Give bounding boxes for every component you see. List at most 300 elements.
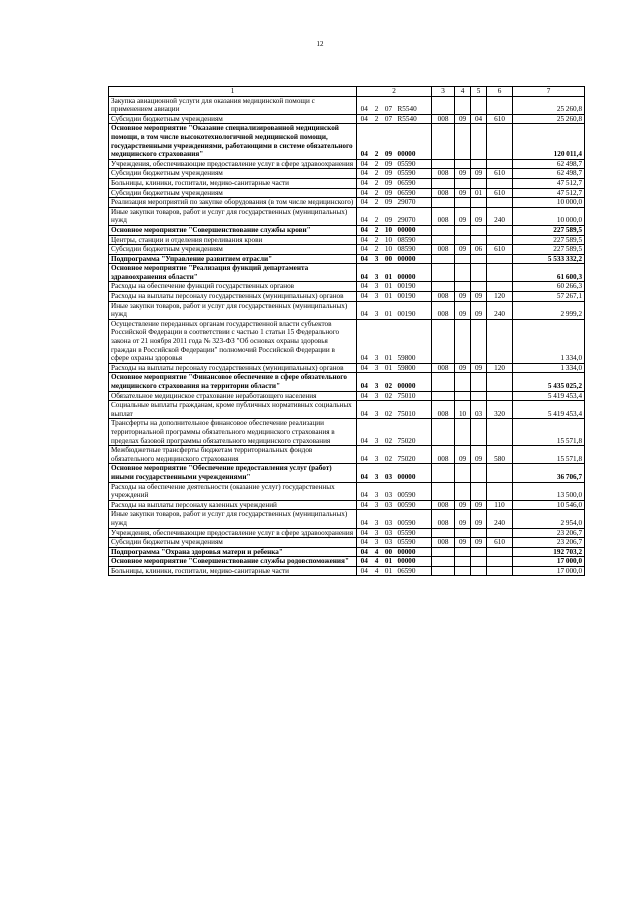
program-code-cell: 04 [357, 225, 372, 235]
expense-type-cell [487, 547, 513, 557]
section-code-cell [455, 225, 471, 235]
program-code-cell: 04 [357, 114, 372, 124]
program-code-cell: 04 [357, 207, 372, 225]
amount-cell: 60 266,3 [513, 282, 585, 292]
expense-type-cell: 240 [487, 207, 513, 225]
direction-code-cell: 05590 [396, 169, 432, 179]
event-code-cell: 03 [382, 538, 396, 548]
expense-type-cell: 110 [487, 500, 513, 510]
expense-type-cell [487, 178, 513, 188]
section-code-cell: 09 [455, 363, 471, 373]
event-code-cell: 02 [382, 401, 396, 419]
section-code-cell [455, 319, 471, 363]
table-row [109, 96, 585, 114]
section-code-cell [455, 198, 471, 208]
amount-cell: 5 435 025,2 [513, 373, 585, 391]
subprogram-code-cell: 2 [372, 178, 382, 188]
amount-cell: 25 260,8 [513, 96, 585, 114]
section-code-cell: 09 [455, 510, 471, 528]
subprogram-code-cell: 3 [372, 282, 382, 292]
expense-type-cell: 610 [487, 245, 513, 255]
row-name-cell: Расходы на выплаты персоналу государственных (муниципальных) органов [109, 363, 357, 373]
expense-type-cell [487, 282, 513, 292]
amount-cell: 2 999,2 [513, 301, 585, 319]
ministry-code-cell [432, 528, 455, 538]
section-code-cell [455, 419, 471, 446]
row-name-cell: Иные закупки товаров, работ и услуг для государственных (муниципальных) нужд [109, 207, 357, 225]
amount-cell: 17 000,0 [513, 566, 585, 576]
section-code-cell [455, 282, 471, 292]
amount-cell: 25 260,8 [513, 114, 585, 124]
expense-type-cell: 580 [487, 446, 513, 464]
header-cell: 7 [513, 87, 585, 97]
table-row [109, 159, 585, 169]
ministry-code-cell [432, 178, 455, 188]
subsection-code-cell [471, 547, 487, 557]
event-code-cell: 03 [382, 482, 396, 500]
subprogram-code-cell: 4 [372, 566, 382, 576]
subsection-code-cell [471, 528, 487, 538]
section-code-cell: 10 [455, 401, 471, 419]
direction-code-cell: 00190 [396, 292, 432, 302]
program-code-cell: 04 [357, 510, 372, 528]
direction-code-cell: 00590 [396, 510, 432, 528]
section-code-cell: 09 [455, 446, 471, 464]
program-code-cell: 04 [357, 557, 372, 567]
event-code-cell: 10 [382, 235, 396, 245]
section-code-cell [455, 547, 471, 557]
subprogram-code-cell: 3 [372, 319, 382, 363]
subsection-code-cell: 01 [471, 188, 487, 198]
expense-type-cell [487, 464, 513, 482]
program-code-cell: 04 [357, 198, 372, 208]
program-code-cell: 04 [357, 264, 372, 282]
direction-code-cell: 75010 [396, 391, 432, 401]
ministry-code-cell [432, 373, 455, 391]
expense-type-cell [487, 528, 513, 538]
table-row [109, 538, 585, 548]
program-code-cell: 04 [357, 178, 372, 188]
amount-cell: 13 500,0 [513, 482, 585, 500]
direction-code-cell: 00190 [396, 282, 432, 292]
program-code-cell: 04 [357, 319, 372, 363]
ministry-code-cell [432, 391, 455, 401]
event-code-cell: 09 [382, 207, 396, 225]
ministry-code-cell: 008 [432, 363, 455, 373]
expense-type-cell [487, 566, 513, 576]
event-code-cell: 07 [382, 96, 396, 114]
amount-cell: 1 334,0 [513, 319, 585, 363]
subprogram-code-cell: 2 [372, 207, 382, 225]
ministry-code-cell [432, 566, 455, 576]
expense-type-cell [487, 557, 513, 567]
row-name-cell: Закупка авиационной услуги для оказания медицинской помощи с применением авиации [109, 96, 357, 114]
table-row [109, 124, 585, 159]
section-code-cell: 09 [455, 538, 471, 548]
amount-cell: 23 206,7 [513, 538, 585, 548]
direction-code-cell: 00190 [396, 301, 432, 319]
program-code-cell: 04 [357, 419, 372, 446]
subsection-code-cell: 09 [471, 292, 487, 302]
subsection-code-cell [471, 419, 487, 446]
amount-cell: 47 512,7 [513, 178, 585, 188]
amount-cell: 15 571,8 [513, 419, 585, 446]
row-name-cell: Субсидии бюджетным учреждениям [109, 245, 357, 255]
row-name-cell: Основное мероприятие "Совершенствование службы крови" [109, 225, 357, 235]
subprogram-code-cell: 3 [372, 538, 382, 548]
program-code-cell: 04 [357, 96, 372, 114]
header-cell: 3 [432, 87, 455, 97]
ministry-code-cell [432, 254, 455, 264]
ministry-code-cell: 008 [432, 169, 455, 179]
subsection-code-cell: 09 [471, 510, 487, 528]
subprogram-code-cell: 4 [372, 557, 382, 567]
section-code-cell [455, 482, 471, 500]
subprogram-code-cell: 3 [372, 264, 382, 282]
table-row [109, 319, 585, 363]
amount-cell: 10 000,0 [513, 198, 585, 208]
row-name-cell: Подпрограмма "Охрана здоровья матери и ребенка" [109, 547, 357, 557]
expense-type-cell: 240 [487, 301, 513, 319]
program-code-cell: 04 [357, 401, 372, 419]
subprogram-code-cell: 3 [372, 363, 382, 373]
subsection-code-cell [471, 225, 487, 235]
table-row [109, 264, 585, 282]
subprogram-code-cell: 3 [372, 446, 382, 464]
subprogram-code-cell: 3 [372, 391, 382, 401]
event-code-cell: 09 [382, 124, 396, 159]
expense-type-cell: 240 [487, 510, 513, 528]
row-name-cell: Субсидии бюджетным учреждениям [109, 169, 357, 179]
row-name-cell: Межбюджетные трансферты бюджетам территориальных фондов обязательного медицинского страхования [109, 446, 357, 464]
amount-cell: 5 419 453,4 [513, 401, 585, 419]
event-code-cell: 03 [382, 528, 396, 538]
row-name-cell: Основное мероприятие "Совершенствование службы родовспоможения" [109, 557, 357, 567]
section-code-cell [455, 235, 471, 245]
table-row [109, 566, 585, 576]
amount-cell: 10 000,0 [513, 207, 585, 225]
program-code-cell: 04 [357, 482, 372, 500]
subprogram-code-cell: 2 [372, 198, 382, 208]
table-row [109, 207, 585, 225]
program-code-cell: 04 [357, 538, 372, 548]
table-header-row [109, 87, 585, 97]
program-code-cell: 04 [357, 547, 372, 557]
section-code-cell [455, 264, 471, 282]
section-code-cell [455, 528, 471, 538]
subsection-code-cell: 06 [471, 245, 487, 255]
row-name-cell: Подпрограмма "Управление развитием отрасли" [109, 254, 357, 264]
amount-cell: 10 546,0 [513, 500, 585, 510]
event-code-cell: 02 [382, 419, 396, 446]
header-cell: 4 [455, 87, 471, 97]
section-code-cell: 09 [455, 188, 471, 198]
subsection-code-cell [471, 557, 487, 567]
section-code-cell: 09 [455, 245, 471, 255]
amount-cell: 62 498,7 [513, 159, 585, 169]
direction-code-cell: R5540 [396, 114, 432, 124]
row-name-cell: Основное мероприятие "Обеспечение предоставления услуг (работ) иными государственными учреждениями" [109, 464, 357, 482]
amount-cell: 5 533 332,2 [513, 254, 585, 264]
subsection-code-cell: 03 [471, 401, 487, 419]
row-name-cell: Больницы, клиники, госпитали, медико-санитарные части [109, 566, 357, 576]
direction-code-cell: 00000 [396, 225, 432, 235]
program-code-cell: 04 [357, 446, 372, 464]
section-code-cell [455, 178, 471, 188]
program-code-cell: 04 [357, 254, 372, 264]
table-row [109, 547, 585, 557]
direction-code-cell: 08590 [396, 235, 432, 245]
expense-type-cell [487, 254, 513, 264]
amount-cell: 2 954,0 [513, 510, 585, 528]
subsection-code-cell [471, 282, 487, 292]
header-cell: 2 [357, 87, 432, 97]
row-name-cell: Субсидии бюджетным учреждениям [109, 114, 357, 124]
row-name-cell: Расходы на обеспечение функций государственных органов [109, 282, 357, 292]
expense-type-cell [487, 264, 513, 282]
ministry-code-cell [432, 198, 455, 208]
ministry-code-cell: 008 [432, 538, 455, 548]
table-row [109, 301, 585, 319]
ministry-code-cell: 008 [432, 188, 455, 198]
row-name-cell: Субсидии бюджетным учреждениям [109, 538, 357, 548]
expense-type-cell [487, 124, 513, 159]
table-row [109, 446, 585, 464]
direction-code-cell: 00000 [396, 547, 432, 557]
event-code-cell: 01 [382, 282, 396, 292]
ministry-code-cell [432, 159, 455, 169]
subprogram-code-cell: 2 [372, 159, 382, 169]
subprogram-code-cell: 2 [372, 169, 382, 179]
direction-code-cell: 75020 [396, 446, 432, 464]
expense-type-cell [487, 159, 513, 169]
program-code-cell: 04 [357, 566, 372, 576]
amount-cell: 62 498,7 [513, 169, 585, 179]
subprogram-code-cell: 3 [372, 254, 382, 264]
subsection-code-cell [471, 159, 487, 169]
amount-cell: 23 206,7 [513, 528, 585, 538]
table-row [109, 482, 585, 500]
subprogram-code-cell: 3 [372, 401, 382, 419]
amount-cell: 227 589,5 [513, 225, 585, 235]
event-code-cell: 01 [382, 264, 396, 282]
direction-code-cell: 05590 [396, 159, 432, 169]
table-row [109, 245, 585, 255]
section-code-cell [455, 254, 471, 264]
event-code-cell: 01 [382, 301, 396, 319]
subprogram-code-cell: 3 [372, 500, 382, 510]
event-code-cell: 00 [382, 254, 396, 264]
program-code-cell: 04 [357, 282, 372, 292]
program-code-cell: 04 [357, 124, 372, 159]
direction-code-cell: 00590 [396, 482, 432, 500]
subsection-code-cell [471, 198, 487, 208]
program-code-cell: 04 [357, 169, 372, 179]
table-row [109, 198, 585, 208]
section-code-cell: 09 [455, 169, 471, 179]
subprogram-code-cell: 2 [372, 225, 382, 235]
event-code-cell: 10 [382, 245, 396, 255]
ministry-code-cell [432, 482, 455, 500]
subsection-code-cell [471, 391, 487, 401]
table-row [109, 114, 585, 124]
event-code-cell: 09 [382, 169, 396, 179]
amount-cell: 47 512,7 [513, 188, 585, 198]
amount-cell: 15 571,8 [513, 446, 585, 464]
table-row [109, 528, 585, 538]
ministry-code-cell [432, 225, 455, 235]
table-row [109, 169, 585, 179]
section-code-cell: 09 [455, 500, 471, 510]
event-code-cell: 01 [382, 292, 396, 302]
event-code-cell: 09 [382, 178, 396, 188]
ministry-code-cell: 008 [432, 500, 455, 510]
table-row [109, 235, 585, 245]
amount-cell: 120 011,4 [513, 124, 585, 159]
subsection-code-cell [471, 96, 487, 114]
row-name-cell: Расходы на выплаты персоналу казенных учреждений [109, 500, 357, 510]
section-code-cell [455, 557, 471, 567]
amount-cell: 57 267,1 [513, 292, 585, 302]
ministry-code-cell: 008 [432, 245, 455, 255]
amount-cell: 1 334,0 [513, 363, 585, 373]
event-code-cell: 07 [382, 114, 396, 124]
event-code-cell: 10 [382, 225, 396, 235]
subsection-code-cell: 09 [471, 207, 487, 225]
program-code-cell: 04 [357, 292, 372, 302]
table-row [109, 401, 585, 419]
event-code-cell: 02 [382, 446, 396, 464]
event-code-cell: 09 [382, 188, 396, 198]
row-name-cell: Основное мероприятие "Финансовое обеспечение в сфере обязательного медицинского страхования на территории области" [109, 373, 357, 391]
table-row [109, 282, 585, 292]
table-row [109, 188, 585, 198]
subprogram-code-cell: 3 [372, 301, 382, 319]
amount-cell: 61 600,3 [513, 264, 585, 282]
subsection-code-cell [471, 482, 487, 500]
row-name-cell: Учреждения, обеспечивающие предоставление услуг в сфере здравоохранения [109, 528, 357, 538]
subprogram-code-cell: 2 [372, 114, 382, 124]
row-name-cell: Осуществление переданных органам государственной власти субъектов Российской Федерации в соответствии с частью 1 статьи 15 Федерального закона от 21 ноября 2011 года № 323-ФЗ "Об основах охраны здоровья граждан в Российской Федерации" полномочий Российской Федерации в сфере охраны здоровья [109, 319, 357, 363]
ministry-code-cell [432, 557, 455, 567]
program-code-cell: 04 [357, 391, 372, 401]
expense-type-cell [487, 198, 513, 208]
subprogram-code-cell: 2 [372, 96, 382, 114]
page-number: 12 [316, 40, 324, 48]
ministry-code-cell [432, 464, 455, 482]
program-code-cell: 04 [357, 301, 372, 319]
program-code-cell: 04 [357, 464, 372, 482]
header-cell: 5 [471, 87, 487, 97]
direction-code-cell: 06590 [396, 566, 432, 576]
event-code-cell: 01 [382, 363, 396, 373]
direction-code-cell: 00000 [396, 464, 432, 482]
direction-code-cell: 75010 [396, 401, 432, 419]
subsection-code-cell [471, 254, 487, 264]
ministry-code-cell [432, 96, 455, 114]
direction-code-cell: 00000 [396, 373, 432, 391]
program-code-cell: 04 [357, 159, 372, 169]
amount-cell: 36 706,7 [513, 464, 585, 482]
ministry-code-cell: 008 [432, 292, 455, 302]
row-name-cell: Трансферты на дополнительное финансовое обеспечение реализации территориальной программы обязательного медицинского страхования в пределах базовой программы обязательного медицинского страхования [109, 419, 357, 446]
expense-type-cell: 610 [487, 188, 513, 198]
expense-type-cell: 610 [487, 169, 513, 179]
event-code-cell: 01 [382, 319, 396, 363]
row-name-cell: Основное мероприятие "Реализация функций департамента здравоохранения области" [109, 264, 357, 282]
expense-type-cell: 610 [487, 538, 513, 548]
row-name-cell: Реализация мероприятий по закупке оборудования (в том числе медицинского) [109, 198, 357, 208]
amount-cell: 17 000,0 [513, 557, 585, 567]
row-name-cell: Социальные выплаты гражданам, кроме публичных нормативных социальных выплат [109, 401, 357, 419]
direction-code-cell: 75020 [396, 419, 432, 446]
ministry-code-cell: 008 [432, 207, 455, 225]
subsection-code-cell [471, 464, 487, 482]
section-code-cell: 09 [455, 301, 471, 319]
subsection-code-cell: 09 [471, 500, 487, 510]
program-code-cell: 04 [357, 373, 372, 391]
table-row [109, 557, 585, 567]
amount-cell: 227 589,5 [513, 235, 585, 245]
expense-type-cell: 120 [487, 363, 513, 373]
table-row [109, 292, 585, 302]
direction-code-cell: 08590 [396, 245, 432, 255]
program-code-cell: 04 [357, 188, 372, 198]
subsection-code-cell: 09 [471, 169, 487, 179]
table-row [109, 254, 585, 264]
event-code-cell: 09 [382, 198, 396, 208]
ministry-code-cell [432, 124, 455, 159]
section-code-cell: 09 [455, 207, 471, 225]
expense-type-cell: 120 [487, 292, 513, 302]
subsection-code-cell [471, 566, 487, 576]
amount-cell: 227 589,5 [513, 245, 585, 255]
subsection-code-cell: 09 [471, 538, 487, 548]
table-row [109, 363, 585, 373]
direction-code-cell: 06590 [396, 188, 432, 198]
ministry-code-cell [432, 235, 455, 245]
subprogram-code-cell: 4 [372, 547, 382, 557]
row-name-cell: Субсидии бюджетным учреждениям [109, 188, 357, 198]
row-name-cell: Расходы на обеспечение деятельности (оказание услуг) государственных учреждений [109, 482, 357, 500]
event-code-cell: 01 [382, 557, 396, 567]
direction-code-cell: 00000 [396, 264, 432, 282]
subsection-code-cell [471, 319, 487, 363]
subprogram-code-cell: 3 [372, 528, 382, 538]
expense-type-cell: 610 [487, 114, 513, 124]
direction-code-cell: R5540 [396, 96, 432, 114]
direction-code-cell: 00590 [396, 500, 432, 510]
direction-code-cell: 00000 [396, 557, 432, 567]
section-code-cell: 09 [455, 292, 471, 302]
expense-type-cell [487, 225, 513, 235]
expense-type-cell [487, 235, 513, 245]
row-name-cell: Расходы на выплаты персоналу государственных (муниципальных) органов [109, 292, 357, 302]
row-name-cell: Основное мероприятие "Оказание специализированной медицинской помощи, в том числе высокотехнологичной медицинской помощи, государственными учреждениями, работающими в системе обязательного медицинского страхования" [109, 124, 357, 159]
direction-code-cell: 59800 [396, 363, 432, 373]
subprogram-code-cell: 3 [372, 419, 382, 446]
section-code-cell [455, 566, 471, 576]
section-code-cell [455, 124, 471, 159]
ministry-code-cell [432, 419, 455, 446]
subsection-code-cell: 09 [471, 446, 487, 464]
expense-type-cell [487, 391, 513, 401]
subprogram-code-cell: 2 [372, 188, 382, 198]
amount-cell: 5 419 453,4 [513, 391, 585, 401]
budget-table [108, 86, 585, 576]
expense-type-cell [487, 373, 513, 391]
subsection-code-cell [471, 373, 487, 391]
